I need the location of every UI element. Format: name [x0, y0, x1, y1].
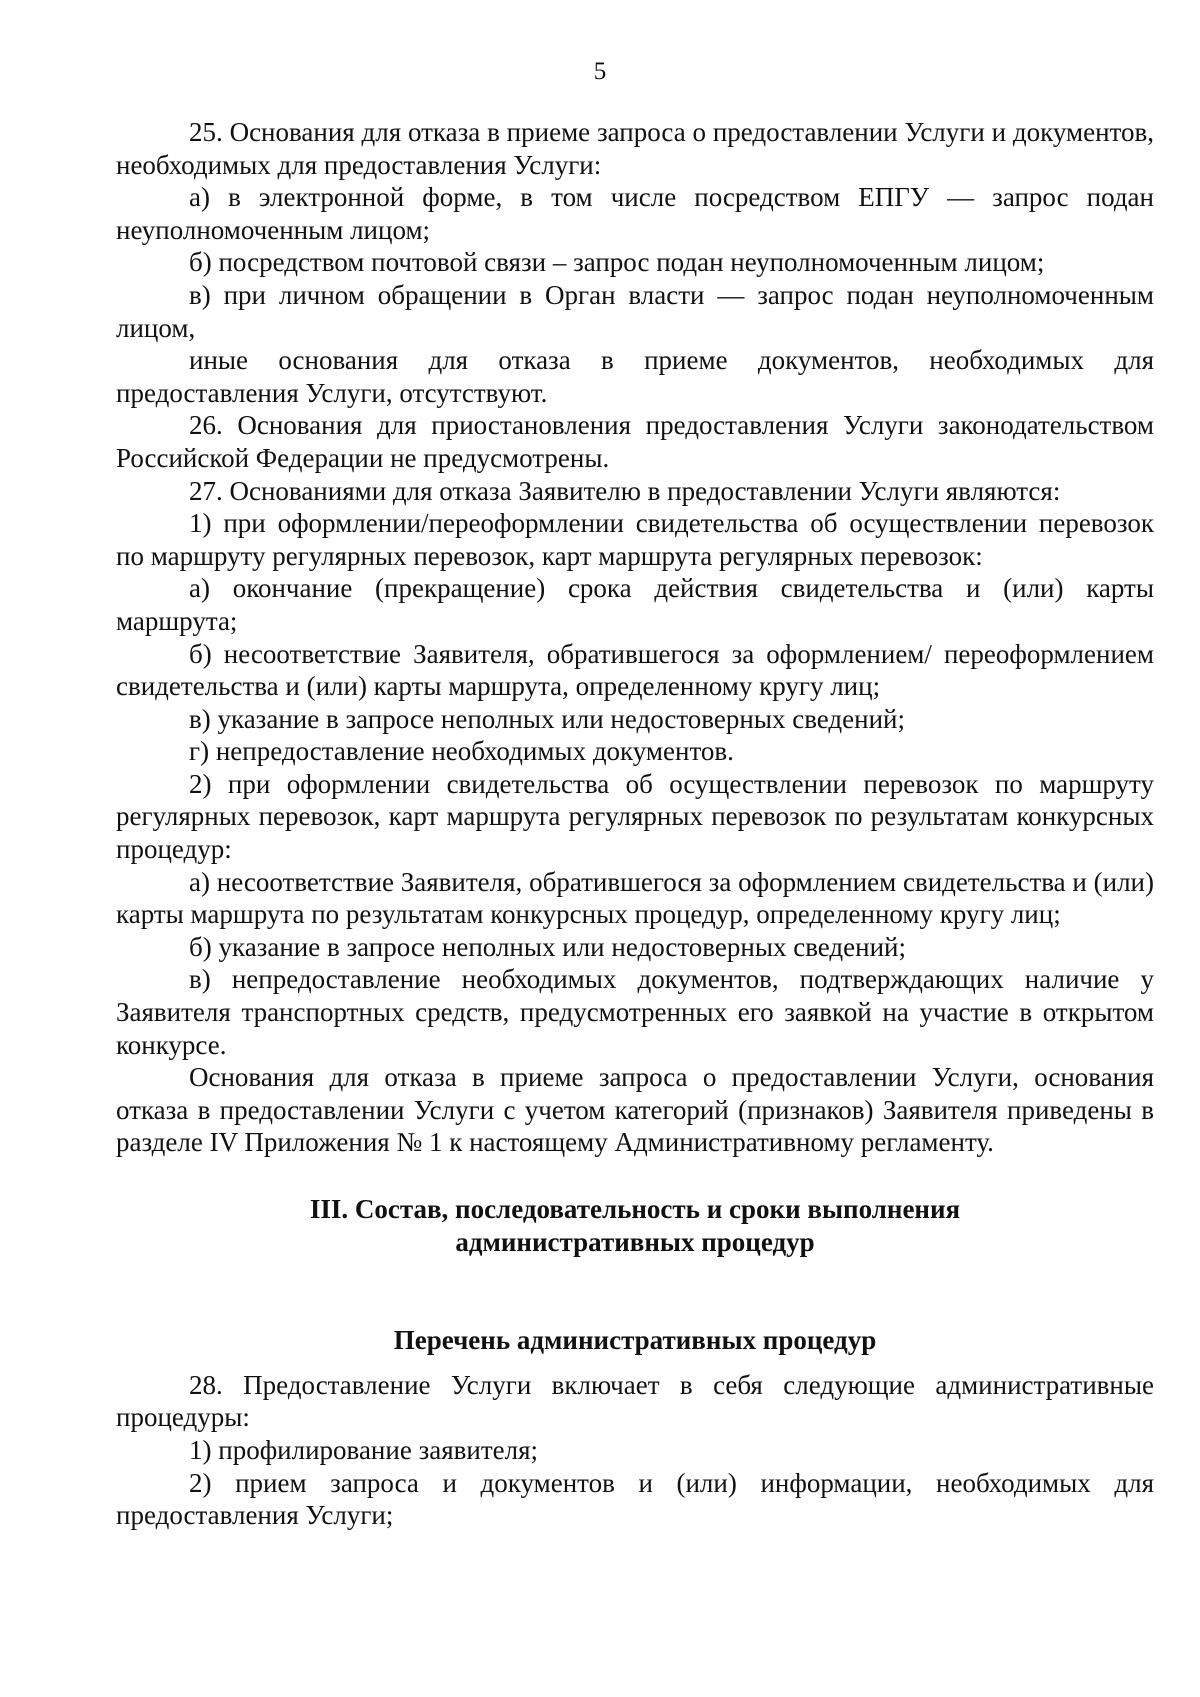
paragraph-28: 28. Предоставление Услуги включает в себя следующие административные процедуры:: [116, 1369, 1154, 1433]
list-item-27-1c: в) указание в запросе неполных или недостоверных сведений;: [189, 703, 905, 734]
list-item-28-2: 2) прием запроса и документов и (или) информации, необходимых для предоставления Услуги;: [116, 1467, 1154, 1531]
paragraph-25-other-grounds: иные основания для отказа в приеме документов, необходимых для предоставления Услуги, отсутствуют.: [116, 345, 1154, 408]
section-heading-line-2: административных процедур: [455, 1226, 815, 1257]
section-heading-line-1: III. Состав, последовательность и сроки выполнения: [309, 1194, 961, 1224]
list-item-28-1: 1) профилирование заявителя;: [189, 1434, 539, 1465]
list-item-27-2: 2) при оформлении свидетельства об осуществлении перевозок по маршруту регулярных перевозок, карт маршрута регулярных перевозок по результатам конкурсных процедур:: [116, 768, 1154, 865]
list-item-27-2b: б) указание в запросе неполных или недостоверных сведений;: [189, 931, 906, 962]
subsection-heading: Перечень административных процедур: [393, 1325, 877, 1356]
paragraph-26: 26. Основания для приостановления предоставления Услуги законодательством Российской Федерации не предусмотрены.: [116, 410, 1154, 473]
paragraph-27: 27. Основаниями для отказа Заявителю в предоставлении Услуги являются:: [189, 475, 1061, 506]
list-item-27-1d: г) непредоставление необходимых документов.: [189, 736, 734, 767]
document-body: [116, 116, 1154, 1532]
list-item-27-2a: а) несоответствие Заявителя, обратившегося за оформлением свидетельства и (или) карты маршрута по результатам конкурсных процедур, определенному кругу лиц;: [116, 866, 1154, 930]
list-item-27-1b: б) несоответствие Заявителя, обратившегося за оформлением/ переоформлением свидетельства и (или) карты маршрута, определенному кругу лиц;: [116, 638, 1154, 702]
paragraph-25: 25. Основания для отказа в приеме запроса о предоставлении Услуги и документов, необходимых для предоставления Услуги:: [116, 117, 1154, 180]
page-number: 5: [593, 58, 607, 85]
paragraph-grounds-reference: Основания для отказа в приеме запроса о предоставлении Услуги, основания отказа в предоставлении Услуги с учетом категорий (признаков) Заявителя приведены в разделе IV Приложения № 1 к настоящему Административному регламенту.: [116, 1062, 1154, 1158]
list-item-27-1: 1) при оформлении/переоформлении свидетельства об осуществлении перевозок по маршруту регулярных перевозок, карт маршрута регулярных перевозок:: [116, 508, 1154, 571]
list-item-25b: б) посредством почтовой связи – запрос подан неуполномоченным лицом;: [189, 247, 1045, 278]
section-heading: [116, 1193, 1154, 1258]
list-item-25a: а) в электронной форме, в том числе посредством ЕПГУ — запрос подан неуполномоченным лицом;: [116, 182, 1154, 245]
list-item-27-1a: а) окончание (прекращение) срока действия свидетельства и (или) карты маршрута;: [116, 573, 1154, 636]
list-item-25c: в) при личном обращении в Орган власти — запрос подан неуполномоченным лицом,: [116, 279, 1154, 343]
list-item-27-2c: в) непредоставление необходимых документов, подтверждающих наличие у Заявителя транспортных средств, предусмотренных его заявкой на участие в открытом конкурсе.: [116, 964, 1154, 1060]
